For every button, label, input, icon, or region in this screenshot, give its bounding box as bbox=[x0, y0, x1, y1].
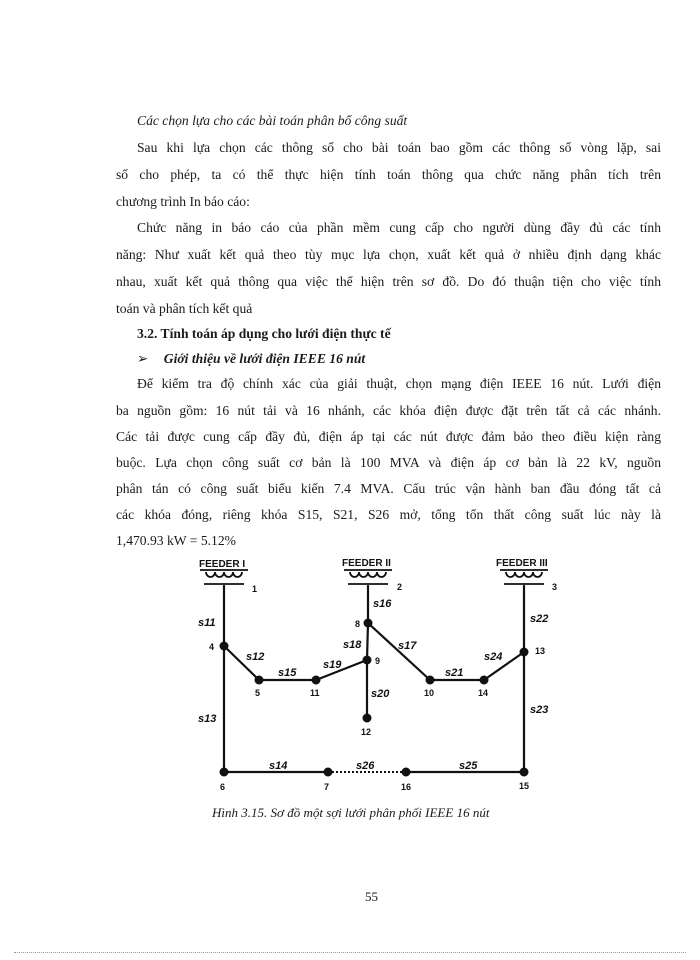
node-label: 7 bbox=[324, 782, 330, 792]
node-label: 9 bbox=[375, 656, 381, 666]
paragraph-line: Các tải được cung cấp đầy đủ, điện áp tại các nút được đảm bảo theo điều kiện ràng bbox=[116, 429, 661, 444]
bus-node-9 bbox=[363, 656, 372, 665]
bullet-heading-text: Giới thiệu về lưới điện IEEE 16 nút bbox=[163, 351, 366, 366]
branch-label: s12 bbox=[246, 651, 265, 663]
feeder-label: FEEDER II bbox=[342, 558, 391, 569]
page-number: 55 bbox=[365, 889, 378, 904]
feeder-node-label: 1 bbox=[252, 584, 258, 594]
branch-label: s23 bbox=[530, 704, 549, 716]
page-bottom-rule bbox=[14, 952, 686, 953]
node-label: 16 bbox=[401, 782, 412, 792]
node-label: 15 bbox=[519, 781, 530, 791]
feeder-label: FEEDER III bbox=[496, 558, 548, 569]
bus-node-4 bbox=[220, 642, 229, 651]
branch-label: s14 bbox=[269, 760, 288, 772]
paragraph-line: năng: Như xuất kết quả theo tùy mục lựa chọn, xuất kết quả ở nhiều định dạng khác bbox=[116, 247, 661, 262]
branch-label: s13 bbox=[198, 713, 217, 725]
branch-label: s17 bbox=[398, 640, 417, 652]
node-label: 11 bbox=[310, 688, 320, 698]
bus-node-5 bbox=[255, 676, 264, 685]
transformer-coil-icon bbox=[506, 572, 542, 577]
node-label: 12 bbox=[361, 727, 372, 737]
node-label: 5 bbox=[255, 688, 261, 698]
bus-node-11 bbox=[312, 676, 321, 685]
options-heading: Các chọn lựa cho các bài toán phân bổ công suất bbox=[137, 113, 408, 128]
bus-node-10 bbox=[426, 676, 435, 685]
branch-label: s25 bbox=[459, 760, 478, 772]
bus-node-13 bbox=[520, 648, 529, 657]
branch-label: s19 bbox=[323, 659, 342, 671]
feeder-label: FEEDER I bbox=[199, 559, 246, 570]
arrow-bullet-icon: ➢ bbox=[137, 351, 149, 366]
transformer-coil-icon bbox=[206, 572, 242, 577]
branch-label: s24 bbox=[484, 651, 503, 663]
paragraph-line: buộc. Lựa chọn công suất cơ bản là 100 MVA và điện áp cơ bản là 22 kV, nguồn bbox=[116, 455, 661, 470]
node-label: 6 bbox=[220, 782, 226, 792]
paragraph-line: ba nguồn gồm: 16 nút tải và 16 nhánh, các khóa điện được đặt trên tất cả các nhánh. bbox=[116, 403, 661, 418]
feeder-node-label: 2 bbox=[397, 582, 403, 592]
paragraph-line: 1,470.93 kW = 5.12% bbox=[116, 533, 236, 548]
paragraph-line: Chức năng in báo cáo của phần mềm cung cấp cho người dùng đầy đủ các tính bbox=[137, 220, 661, 235]
feeder-node-label: 3 bbox=[552, 582, 558, 592]
paragraph-line: Để kiểm tra độ chính xác của giải thuật, chọn mạng điện IEEE 16 nút. Lưới điện bbox=[137, 376, 661, 391]
branch-line-s18 bbox=[367, 623, 368, 660]
branch-label: s15 bbox=[278, 667, 297, 679]
bus-node-15 bbox=[520, 768, 529, 777]
bus-node-7 bbox=[324, 768, 333, 777]
node-label: 14 bbox=[478, 688, 489, 698]
transformer-coil-icon bbox=[350, 572, 386, 577]
paragraph-line: chương trình In báo cáo: bbox=[116, 194, 250, 209]
branch-label: s18 bbox=[343, 639, 362, 651]
branch-label: s22 bbox=[530, 613, 549, 625]
bus-node-12 bbox=[363, 714, 372, 723]
paragraph-line: số cho phép, ta có thể thực hiện tính toán thông qua chức năng phân tích trên bbox=[116, 167, 661, 182]
paragraph-line: các khóa đóng, riêng khóa S15, S21, S26 mở, tổng tổn thất công suất lúc này là bbox=[116, 507, 661, 522]
branch-label: s16 bbox=[373, 598, 392, 610]
branch-label: s11 bbox=[198, 617, 216, 629]
paragraph-line: nhau, xuất kết quả thông qua việc thể hiện trên sơ đồ. Do đó thuận tiện cho việc tính bbox=[116, 274, 661, 289]
paragraph-line: Sau khi lựa chọn các thông số cho bài toán bao gồm các thông số vòng lặp, sai bbox=[137, 140, 661, 155]
paragraph-line: toán và phân tích kết quả bbox=[116, 301, 253, 316]
bus-node-14 bbox=[480, 676, 489, 685]
paragraph-line: phân tán có công suất biểu kiến 7.4 MVA. Cấu trúc vận hành ban đầu đóng tất cả bbox=[116, 481, 661, 496]
branch-label: s26 bbox=[356, 760, 375, 772]
branch-label: s20 bbox=[371, 688, 390, 700]
node-label: 10 bbox=[424, 688, 435, 698]
section-heading: 3.2. Tính toán áp dụng cho lưới điện thực tế bbox=[137, 326, 391, 341]
bus-node-6 bbox=[220, 768, 229, 777]
figure-caption: Hình 3.15. Sơ đồ một sợi lưới phân phối IEEE 16 nút bbox=[212, 805, 490, 820]
bus-node-8 bbox=[364, 619, 373, 628]
branch-label: s21 bbox=[445, 667, 464, 679]
node-label: 4 bbox=[209, 642, 215, 652]
bus-node-16 bbox=[402, 768, 411, 777]
node-label: 13 bbox=[535, 646, 546, 656]
node-label: 8 bbox=[355, 619, 361, 629]
